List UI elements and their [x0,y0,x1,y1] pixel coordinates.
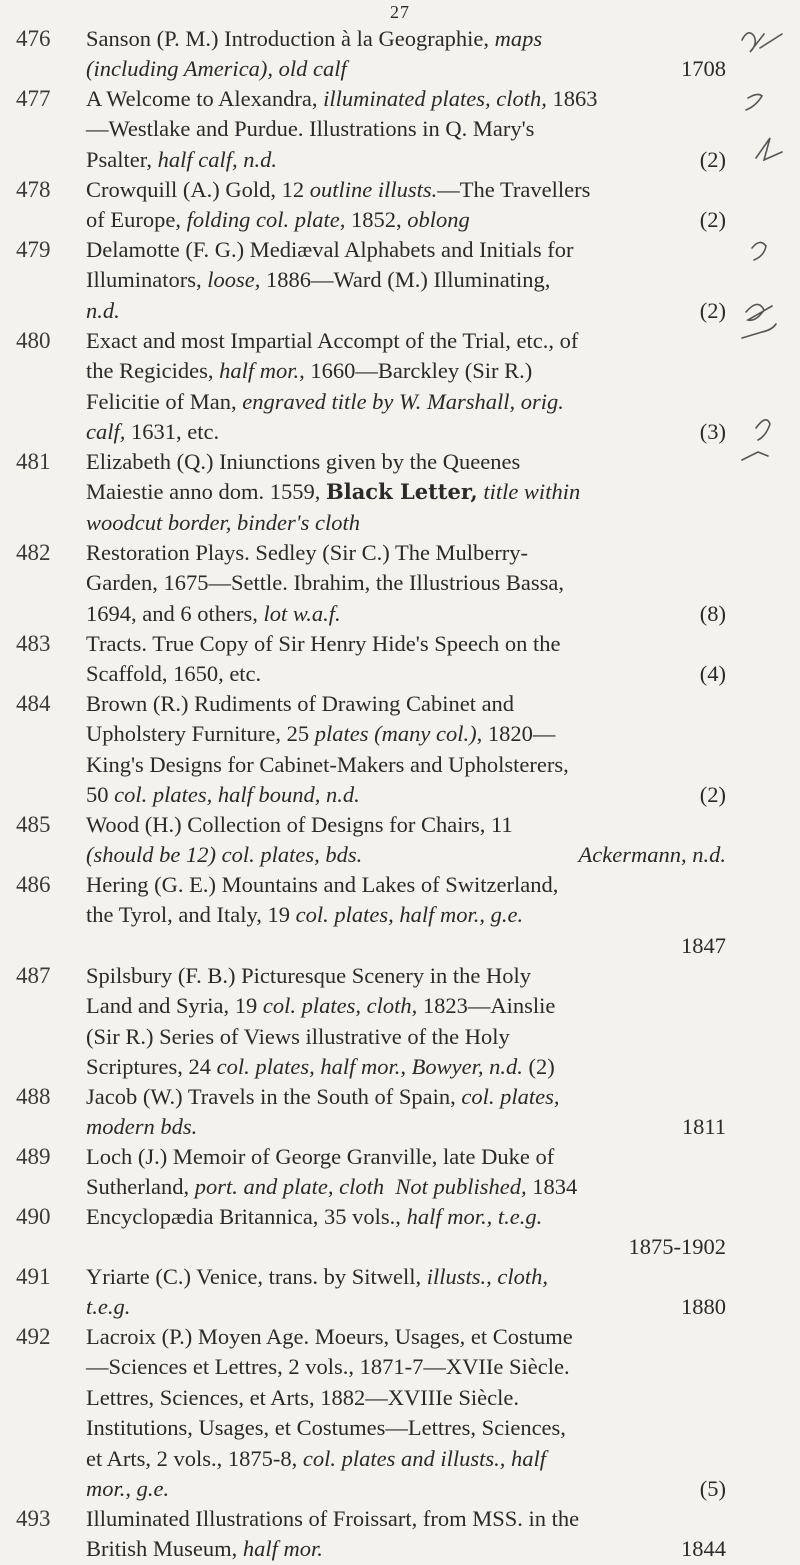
catalogue-entry [0,1082,800,1142]
entry-line: 1875-1902 [628,1234,726,1260]
entry-text [86,1322,726,1504]
catalogue-entry [0,1504,800,1564]
entry-line: Restoration Plays. Sedley (Sir C.) The Mulberry- [86,540,529,565]
entry-text [86,1082,726,1143]
entry-line: Exact and most Impartial Accompt of the Trial, etc., of [86,328,579,353]
lot-number: 483 [16,631,51,656]
catalogue-entry [0,538,800,629]
lot-number: 492 [16,1324,51,1349]
entry-line: Delamotte (F. G.) Mediæval Alphabets and Initials for [86,237,574,262]
catalogue-entry [0,1322,800,1504]
entry-text [86,1504,726,1565]
entry-line: Illuminated Illustrations of Froissart, from MSS. in the [86,1506,580,1531]
page-number: 27 [390,2,410,22]
catalogue-entry [0,84,800,175]
lot-number: 482 [16,540,51,565]
entry-line: modern bds. 1811 [86,1114,726,1140]
lot-number: 487 [16,963,51,988]
entry-line: 1694, and 6 others, lot w.a.f. (8) [86,600,726,626]
catalogue-entry [0,447,800,538]
catalogue-entry [0,235,800,326]
lot-number: 477 [16,86,51,111]
entry-text [86,629,726,690]
lot-number: 491 [16,1264,51,1289]
entry-line: British Museum, half mor. 1844 [86,1536,726,1562]
entry-line: Crowquill (A.) Gold, 12 outline illusts.—The Travellers [86,177,591,202]
entry-text [86,689,726,811]
entry-line: Sanson (P. M.) Introduction à la Geographie, maps [86,26,543,51]
entry-line: (Sir R.) Series of Views illustrative of the Holy [86,1023,510,1049]
entry-line: Psalter, half calf, n.d. (2) [86,146,726,172]
lot-number: 489 [16,1144,51,1169]
catalogue-entry [0,326,800,447]
entry-line: —Sciences et Lettres, 2 vols., 1871-7—XVIIe Siècle. [86,1354,570,1380]
entry-line: Land and Syria, 19 col. plates, cloth, 1823—Ainslie [86,993,556,1019]
entry-line: woodcut border, binder's cloth [86,509,360,535]
entry-line: Tracts. True Copy of Sir Henry Hide's Speech on the [86,631,561,656]
lot-number: 485 [16,812,51,837]
entry-text [86,84,726,175]
lot-number: 493 [16,1506,51,1531]
catalogue-entries [0,24,800,1565]
entry-line: Institutions, Usages, et Costumes—Lettres, Sciences, [86,1415,566,1441]
catalogue-entry [0,24,800,84]
catalogue-entry [0,961,800,1082]
entry-text [86,175,726,236]
lot-number: 478 [16,177,51,202]
entry-line: Sutherland, port. and plate, cloth Not published, 1834 [86,1174,578,1200]
catalogue-entry [0,870,800,961]
entry-line: Lacroix (P.) Moyen Age. Moeurs, Usages, et Costume [86,1324,573,1349]
entry-text [86,961,726,1083]
entry-text [86,447,726,538]
entry-line: 50 col. plates, half bound, n.d. (2) [86,782,726,808]
entry-line: Hering (G. E.) Mountains and Lakes of Switzerland, [86,872,559,897]
entry-line: Spilsbury (F. B.) Picturesque Scenery in the Holy [86,963,532,988]
catalogue-entry [0,629,800,689]
entry-line: Felicitie of Man, engraved title by W. Marshall, orig. [86,388,564,414]
entry-text [86,870,726,961]
entry-line: 1847 [681,932,726,958]
entry-text [86,810,726,871]
lot-number: 479 [16,237,51,262]
entry-line: Loch (J.) Memoir of George Granville, late Duke of [86,1144,555,1169]
entry-line: Maiestie anno dom. 1559, Black Letter, title within [86,479,581,505]
lot-number: 476 [16,26,51,51]
entry-line: et Arts, 2 vols., 1875-8, col. plates and illusts., half [86,1445,547,1471]
entry-text [86,1202,726,1263]
entry-text [86,235,726,326]
entry-text [86,24,726,85]
entry-text [86,1262,726,1323]
lot-number: 488 [16,1084,51,1109]
entry-text [86,1142,726,1203]
entry-line: Garden, 1675—Settle. Ibrahim, the Illustrious Bassa, [86,570,565,596]
entry-line: —Westlake and Purdue. Illustrations in Q. Mary's [86,116,535,142]
entry-line: Jacob (W.) Travels in the South of Spain, col. plates, [86,1084,560,1109]
entry-line: the Tyrol, and Italy, 19 col. plates, half mor., g.e. [86,902,524,928]
entry-line: the Regicides, half mor., 1660—Barckley (Sir R.) [86,358,533,384]
entry-line: n.d. (2) [86,297,726,323]
lot-number: 481 [16,449,51,474]
entry-line: King's Designs for Cabinet-Makers and Upholsterers, [86,751,569,777]
lot-number: 490 [16,1204,51,1229]
lot-number: 480 [16,328,51,353]
catalogue-entry [0,1262,800,1322]
entry-line: t.e.g. 1880 [86,1294,726,1320]
entry-line: mor., g.e. (5) [86,1476,726,1502]
entry-line: Scaffold, 1650, etc. (4) [86,661,726,687]
catalogue-entry [0,1202,800,1262]
entry-line: Lettres, Sciences, et Arts, 1882—XVIIIe Siècle. [86,1384,519,1410]
entry-line: A Welcome to Alexandra, illuminated plates, cloth, 1863 [86,86,598,111]
entry-line: Illuminators, loose, 1886—Ward (M.) Illuminating, [86,267,551,293]
entry-line: Wood (H.) Collection of Designs for Chairs, 11 [86,812,513,837]
entry-line: (should be 12) col. plates, bds. Ackermann, n.d. [86,842,726,868]
entry-text [86,326,726,448]
entry-line: Elizabeth (Q.) Iniunctions given by the Queenes [86,449,521,474]
entry-line: (including America), old calf 1708 [86,56,726,82]
entry-line: Yriarte (C.) Venice, trans. by Sitwell, illusts., cloth, [86,1264,549,1289]
entry-text [86,538,726,629]
catalogue-entry [0,810,800,870]
catalogue-entry [0,175,800,235]
entry-line: Upholstery Furniture, 25 plates (many col.), 1820— [86,721,556,747]
lot-number: 486 [16,872,51,897]
entry-line: Scriptures, 24 col. plates, half mor., Bowyer, n.d. (2) [86,1054,555,1080]
catalogue-entry [0,689,800,810]
entry-line: of Europe, folding col. plate, 1852, oblong (2) [86,207,726,233]
catalogue-entry [0,1142,800,1202]
entry-line: Encyclopædia Britannica, 35 vols., half mor., t.e.g. [86,1204,543,1229]
lot-number: 484 [16,691,51,716]
entry-line: Brown (R.) Rudiments of Drawing Cabinet and [86,691,515,716]
entry-line: calf, 1631, etc. (3) [86,419,726,445]
